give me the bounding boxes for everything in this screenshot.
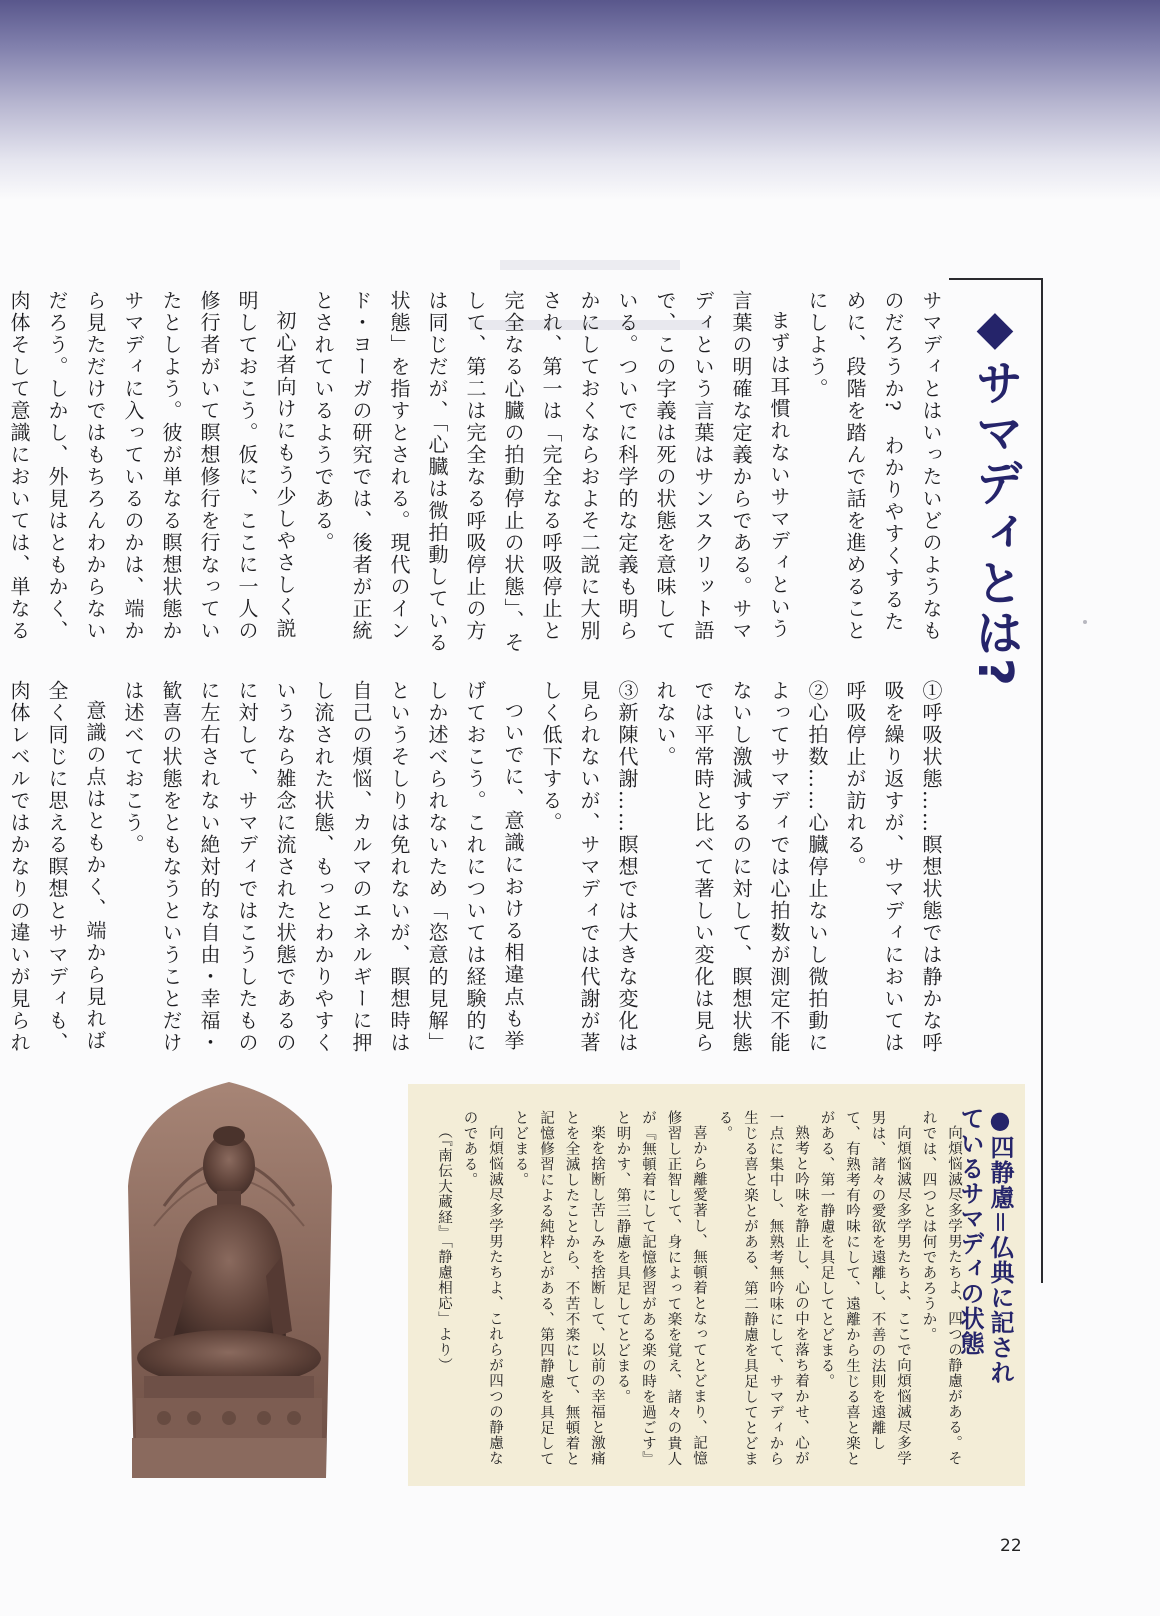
sidebar-paragraph: 向煩悩滅尽多学男たちよ、四つの静慮がある。それでは、四つとは何であろうか。: [920, 1110, 962, 1466]
buddha-statue-illustration: [114, 1076, 344, 1478]
list-item: ①呼吸状態……瞑想状態では静かな呼吸を繰り返すが、サマディにおいては呼吸停止が訪れる。: [843, 680, 943, 1054]
paragraph: ついでに、意識における相違点も挙げておこう。これについては経験的にしか述べられないため「恣意的見解」というそしりは免れないが、瞑想時は自己の煩悩、カルマのエネルギーに押し流された状態、もっとわかりやすくいうなら雑念に流された状態であるのに対して、サマディではこうしたものに左右されない絶対的な自由・幸福・歓喜の状態をともなうということだけは述べておこう。: [121, 680, 525, 1054]
sidebar-paragraph: 向煩悩滅尽多学男たちよ、これらが四つの静慮なのである。: [461, 1110, 503, 1466]
sidebar-paragraph: 向煩悩滅尽多学男たちよ、ここで向煩悩滅尽多学男は、諸々の愛欲を遠離し、不善の法則を遠離して、有熟考有吟味にして、遠離から生じる喜と楽とがある、第一静慮を具足してとどまる。: [818, 1110, 911, 1467]
sidebar-paragraph: 熟考と吟味を静止し、心の中を落ち着かせ、心が一点に集中し、無熟考無吟味にして、サマディから生じる喜と楽とがある、第二静慮を具足してとどまる。: [716, 1110, 809, 1467]
paragraph: 初心者向けにもう少しやさしく説明しておこう。仮に、ここに一人の修行者がいて瞑想修行を行なっていたとしよう。彼が単なる瞑想状態かサマディに入っているのかは、端から見ただけではもちろんわからないだろう。しかし、外見はともかく、肉体そして意識においては、単なる: [7, 290, 297, 642]
paragraph: サマディとはいったいどのようなものだろうか? わかりやすくするために、段階を踏んで話を進めることにしよう。: [805, 290, 943, 642]
paper-speck: [1083, 620, 1087, 624]
sidebar-paragraph: 喜から離愛著し、無頓着となってとどまり、記憶修習し正智して、身によって楽を覚え、諸々の貴人が『無頓着にして記憶修習がある楽の時を過ごす』と明かす、第三静慮を具足してとどまる。: [614, 1110, 707, 1467]
sidebar-box: [408, 1084, 1025, 1486]
upper-text-column: [7, 290, 950, 654]
sidebar-body: [426, 1110, 966, 1470]
buddha-statue-image: [114, 1076, 344, 1478]
sidebar-title: ●四静慮＝仏典に記されているサマディの状態: [956, 1106, 1014, 1385]
sidebar-source: （『南伝大蔵経』「静慮相応」より）: [436, 1124, 452, 1373]
paragraph: 意識の点はともかく、端から見れば全く同じに思える瞑想とサマディも、肉体レベルではかなりの違いが見られ: [7, 680, 107, 1054]
section-title: ◆サマディとは?: [967, 300, 1023, 688]
paragraph: まずは耳慣れないサマディという言葉の明確な定義からである。サマディという言葉はサンスクリット語で、この字義は死の状態を意味している。ついでに科学的な定義も明らかにしておくならおよそ二説に大別され、第一は「完全なる呼吸停止と完全なる心臓の拍動停止の状態」、そして、第二は完全なる呼吸停止の方は同じだが、「心臓は微拍動している状態」を指すとされる。現代のインド・ヨーガの研究では、後者が正統とされているようである。: [311, 290, 791, 654]
sidebar-paragraph: 楽を捨断し苦しみを捨断して、以前の幸福と激痛とを全滅したことから、不苦不楽にして、無頓着と記憶修習による純粋とがある、第四静慮を具足してとどまる。: [512, 1110, 605, 1467]
list-item: ②心拍数……心臓停止ないし微拍動によってサマディでは心拍数が測定不能ないし激減するのに対して、瞑想状態では平常時と比べて著しい変化は見られない。: [653, 680, 829, 1054]
lower-text-column: [7, 680, 950, 1070]
list-item: ③新陳代謝……瞑想では大きな変化は見られないが、サマディでは代謝が著しく低下する。: [539, 680, 639, 1054]
page-number: 22: [1000, 1536, 1022, 1556]
